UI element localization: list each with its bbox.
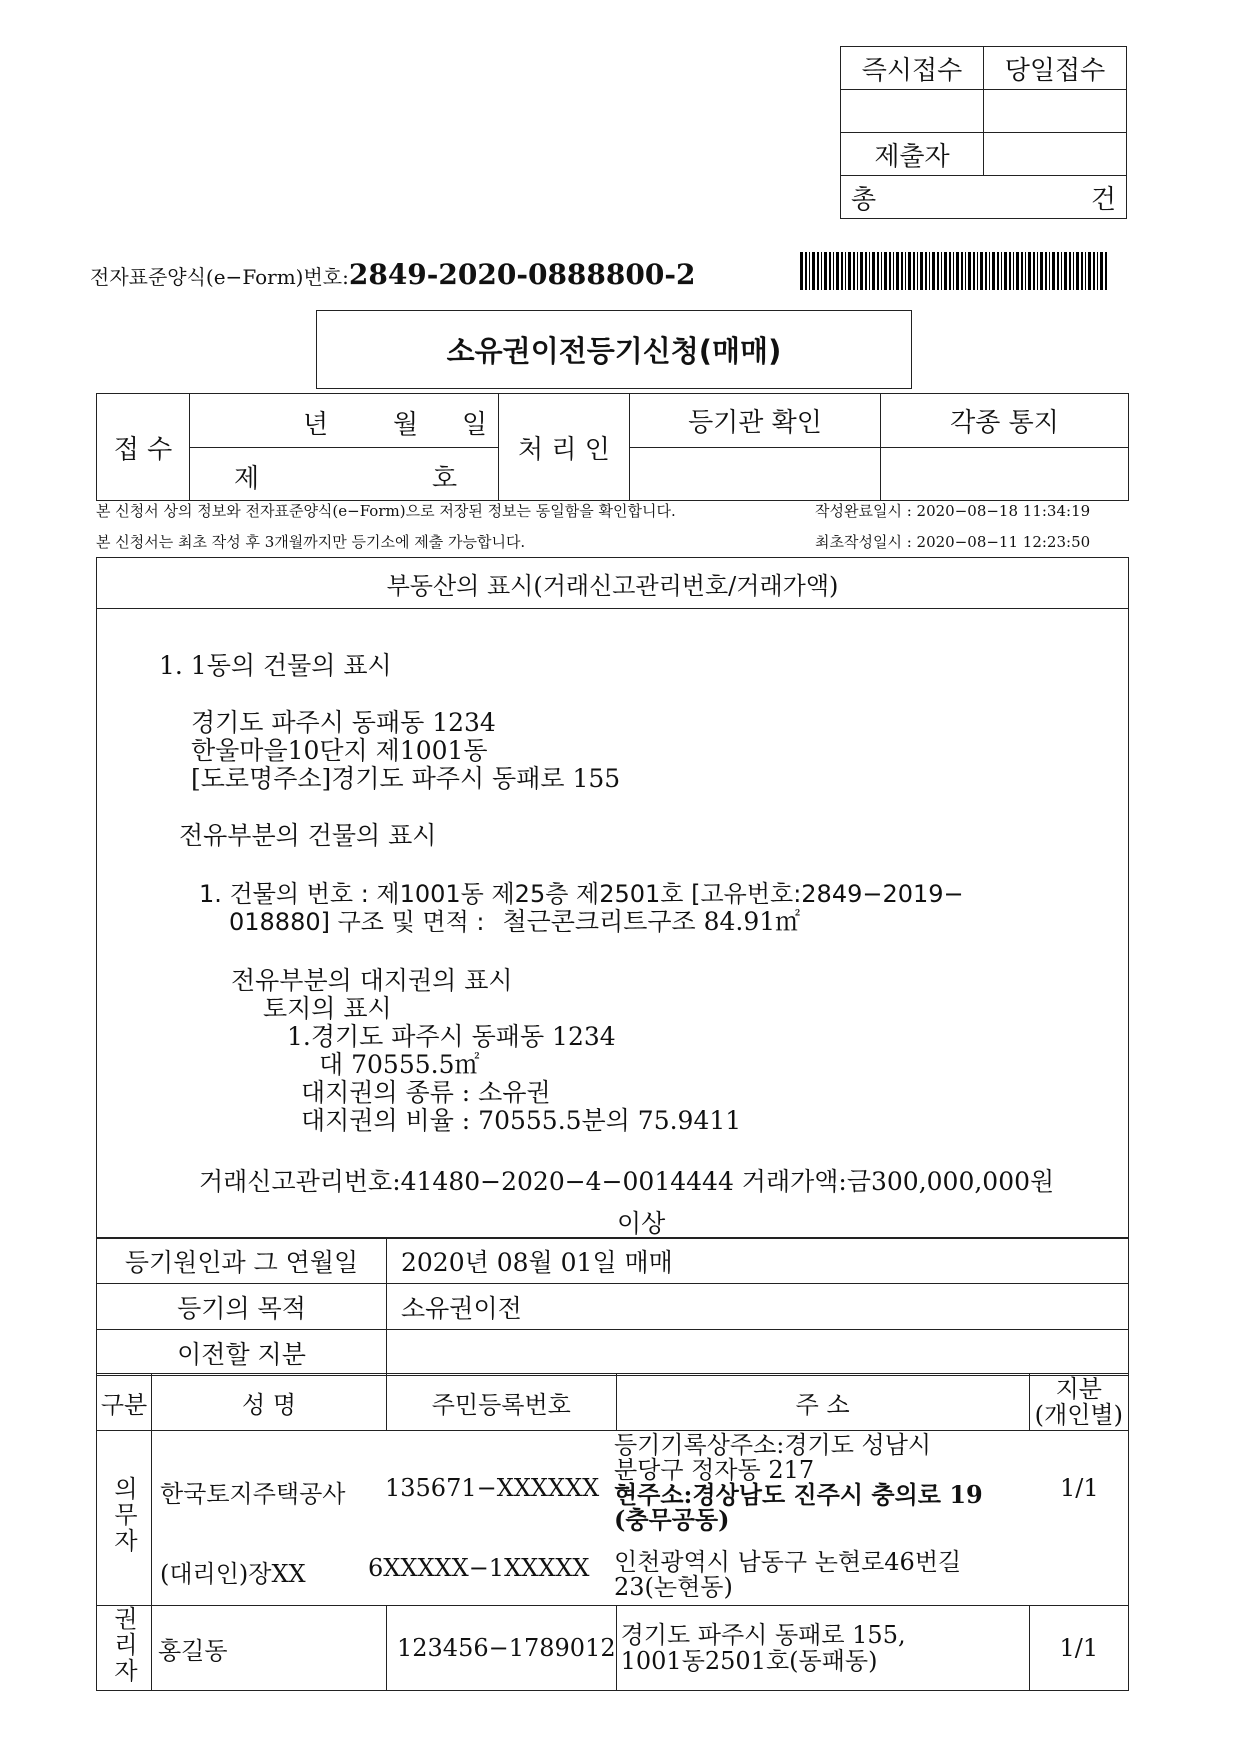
completion-datetime: 작성완료일시 : 2020−08−18 11:34:19 [815,502,1091,520]
barcode-bar [937,252,939,290]
barcode-bar [877,252,879,290]
barcode-bar [965,252,966,290]
barcode-bar [1081,252,1083,290]
obligor-detail-cell [152,1431,1129,1606]
barcode-bar [1025,252,1026,290]
land-right-type: 대지권의 종류 : 소유권 [301,1078,551,1107]
property-section [96,557,1129,1239]
purpose-value: 소유권이전 [387,1284,1129,1330]
submitter-label: 제출자 [841,133,984,176]
barcode-image [800,252,1110,292]
land-address: 1.경기도 파주시 동패동 1234 [287,1022,616,1051]
type-header: 구분 [97,1374,152,1431]
barcode-bar [1057,252,1059,290]
same-day-receipt-label: 당일접수 [984,47,1127,90]
obligor-label: 의무자 [109,1476,138,1554]
barcode-bar [985,252,987,290]
barcode-bar [913,252,915,290]
registration-table [96,393,1129,501]
barcode-bar [997,252,999,290]
obligor-current-address-line-1: 현주소:경상남도 진주시 충의로 19 [614,1480,983,1509]
exclusive-part-title: 전유부분의 건물의 표시 [179,821,437,850]
agent-name: (대리인)장XX [160,1560,306,1588]
barcode-bar [889,252,891,290]
holder-name: 홍길동 [152,1606,387,1691]
agent-address-line-2: 23(논현동) [614,1573,733,1601]
barcode-bar [800,252,803,290]
registrar-check-cell [630,448,881,501]
building-address-line-2: 한울마을10단지 제1001동 [191,736,488,765]
id-header: 주민등록번호 [387,1374,617,1431]
barcode-bar [1105,252,1107,290]
holder-share: 1/1 [1029,1606,1128,1691]
holder-address-line-2: 1001동2501호(동패동) [620,1647,878,1675]
barcode-bar [1049,252,1050,290]
share-transfer-value [387,1330,1129,1376]
barcode-bar [1064,252,1067,290]
barcode-bar [932,252,935,290]
barcode-bar [884,252,887,290]
note-line-1: 본 신청서 상의 정보와 전자표준양식(e−Form)으로 저장된 정보는 동일함을 확인합니다. [96,502,676,520]
day-label: 일 [462,410,488,440]
land-right-ratio: 대지권의 비율 : 70555.5분의 75.9411 [301,1106,742,1135]
barcode-bar [1052,252,1055,290]
building-address-line-1: 경기도 파주시 동패동 1234 [191,708,496,737]
address-header: 주 소 [616,1374,1029,1431]
obligor-current-address-line-2: (충무공동) [614,1505,730,1534]
barcode-bar [881,252,882,290]
registration-info-table [96,1237,1129,1376]
barcode-bar [973,252,975,290]
year-label: 년 [303,410,329,440]
barcode-bar [1009,252,1011,290]
note-line-2: 본 신청서는 최초 작성 후 3개월까지만 등기소에 제출 가능합니다. [96,533,526,551]
barcode-bar [977,252,978,290]
structure-area-line [229,902,800,938]
land-area: 대 70555.5㎡ [319,1050,480,1079]
barcode-bar [841,252,843,290]
eform-label: 전자표준양식(e−Form)번호: [90,265,349,289]
immediate-receipt-label: 즉시접수 [841,47,984,90]
barcode-bar [860,252,863,290]
barcode-bar [1001,252,1002,290]
barcode-bar [1097,252,1098,290]
cause-date-label: 등기원인과 그 연월일 [97,1238,387,1284]
barcode-bar [1021,252,1023,290]
registrar-check-label: 등기관 확인 [630,394,881,448]
date-cell [190,394,499,448]
barcode-bar [833,252,834,290]
purpose-label: 등기의 목적 [97,1284,387,1330]
barcode-bar [968,252,971,290]
barcode-bar [941,252,942,290]
barcode-bar [980,252,983,290]
barcode-bar [908,252,911,290]
barcode-bar [1037,252,1038,290]
receipt-box [840,46,1127,219]
barcode-bar [989,252,990,290]
barcode-bar [1016,252,1019,290]
building-number-line: 1. 건물의 번호 : 제1001동 제25층 제2501호 [고유번호:2849−2019− [199,880,964,908]
barcode-bar [1028,252,1031,290]
holder-id: 123456−1789012 [387,1606,617,1691]
barcode-bar [1076,252,1079,290]
holder-address-line-1: 경기도 파주시 동패로 155, [620,1621,906,1649]
barcode-bar [901,252,903,290]
name-header: 성 명 [152,1374,387,1431]
eform-number: 2849-2020-0888800-2 [348,258,696,291]
notices-label: 각종 통지 [881,394,1129,448]
barcode-bar [1069,252,1071,290]
obligor-id: 135671−XXXXXX [385,1474,600,1502]
first-created-datetime: 최초작성일시 : 2020−08−11 12:23:50 [815,533,1091,551]
barcode-bar [961,252,963,290]
obligor-share: 1/1 [1060,1474,1099,1502]
barcode-bar [944,252,947,290]
barcode-bar [809,252,810,290]
road-address: [도로명주소]경기도 파주시 동패로 155 [191,764,621,793]
barcode-bar [992,252,995,290]
land-title: 토지의 표시 [263,994,392,1023]
total-suffix: 건 [1090,184,1116,215]
barcode-bar [812,252,815,290]
land-right-title: 전유부분의 대지권의 표시 [231,966,513,995]
share-header: 지분 (개인별) [1029,1374,1128,1431]
notices-cell [881,448,1129,501]
cause-date-value: 2020년 08월 01일 매매 [387,1238,1129,1284]
submitter-cell [984,133,1127,176]
barcode-bar [848,252,851,290]
barcode-bar [1093,252,1095,290]
holder-label: 권리자 [109,1606,138,1684]
barcode-bar [953,252,954,290]
holder-address-cell [616,1606,1029,1691]
barcode-bar [920,252,923,290]
document-title: 소유권이전등기신청(매매) [316,310,912,389]
barcode-bar [929,252,930,290]
obligor-registered-address-line-1: 등기기록상주소:경기도 성남시 [614,1431,932,1459]
barcode-bar [1004,252,1007,290]
end-mark: 이상 [617,1209,666,1238]
barcode-bar [865,252,867,290]
structure-area-label: 018880] 구조 및 면적 : [229,908,485,936]
barcode-bar [893,252,894,290]
property-header: 부동산의 표시(거래신고관리번호/거래가액) [97,558,1128,609]
barcode-bar [1100,252,1103,290]
barcode-bar [872,252,875,290]
holder-cell [97,1606,152,1691]
obligor-registered-address-line-2: 분당구 정자동 217 [614,1456,815,1484]
structure-area-value: 철근콘크리트구조 84.91㎡ [502,907,801,936]
number-suffix: 호 [432,464,458,494]
total-prefix: 총 [851,184,877,215]
processor-label: 처 리 인 [499,394,630,501]
barcode-bar [817,252,819,290]
total-count-cell [841,176,1127,219]
barcode-bar [956,252,959,290]
barcode-bar [1085,252,1086,290]
barcode-bar [1073,252,1074,290]
barcode-bar [896,252,899,290]
building-item-title: 1. 1동의 건물의 표시 [159,651,392,680]
parties-table [96,1373,1129,1691]
barcode-bar [829,252,831,290]
barcode-bar [805,252,807,290]
share-transfer-label: 이전할 지분 [97,1330,387,1376]
agent-id: 6XXXXX−1XXXXX [368,1554,590,1582]
barcode-bar [824,252,827,290]
barcode-bar [949,252,951,290]
agent-address-line-1: 인천광역시 남동구 논현로46번길 [614,1548,962,1576]
barcode-bar [869,252,870,290]
month-label: 월 [393,410,419,440]
eform-number-line [90,258,695,291]
barcode-bar [845,252,846,290]
barcode-bar [1088,252,1091,290]
barcode-bar [853,252,855,290]
number-cell [190,448,499,501]
barcode-bar [1040,252,1043,290]
barcode-bar [1013,252,1014,290]
barcode-bar [821,252,822,290]
obligor-name: 한국토지주택공사 [160,1480,346,1508]
barcode-bar [1033,252,1035,290]
same-day-receipt-cell [984,90,1127,133]
barcode-bar [917,252,918,290]
barcode-bar [925,252,927,290]
barcode-bar [857,252,858,290]
receipt-label: 접 수 [97,394,190,501]
barcode-bar [1061,252,1062,290]
immediate-receipt-cell [841,90,984,133]
barcode-bar [1045,252,1047,290]
barcode-bar [836,252,839,290]
transaction-info: 거래신고관리번호:41480−2020−4−0014444 거래가액:금300,000,000원 [199,1167,1055,1196]
number-prefix: 제 [234,464,260,494]
barcode-bar [905,252,906,290]
obligor-cell [97,1431,152,1606]
